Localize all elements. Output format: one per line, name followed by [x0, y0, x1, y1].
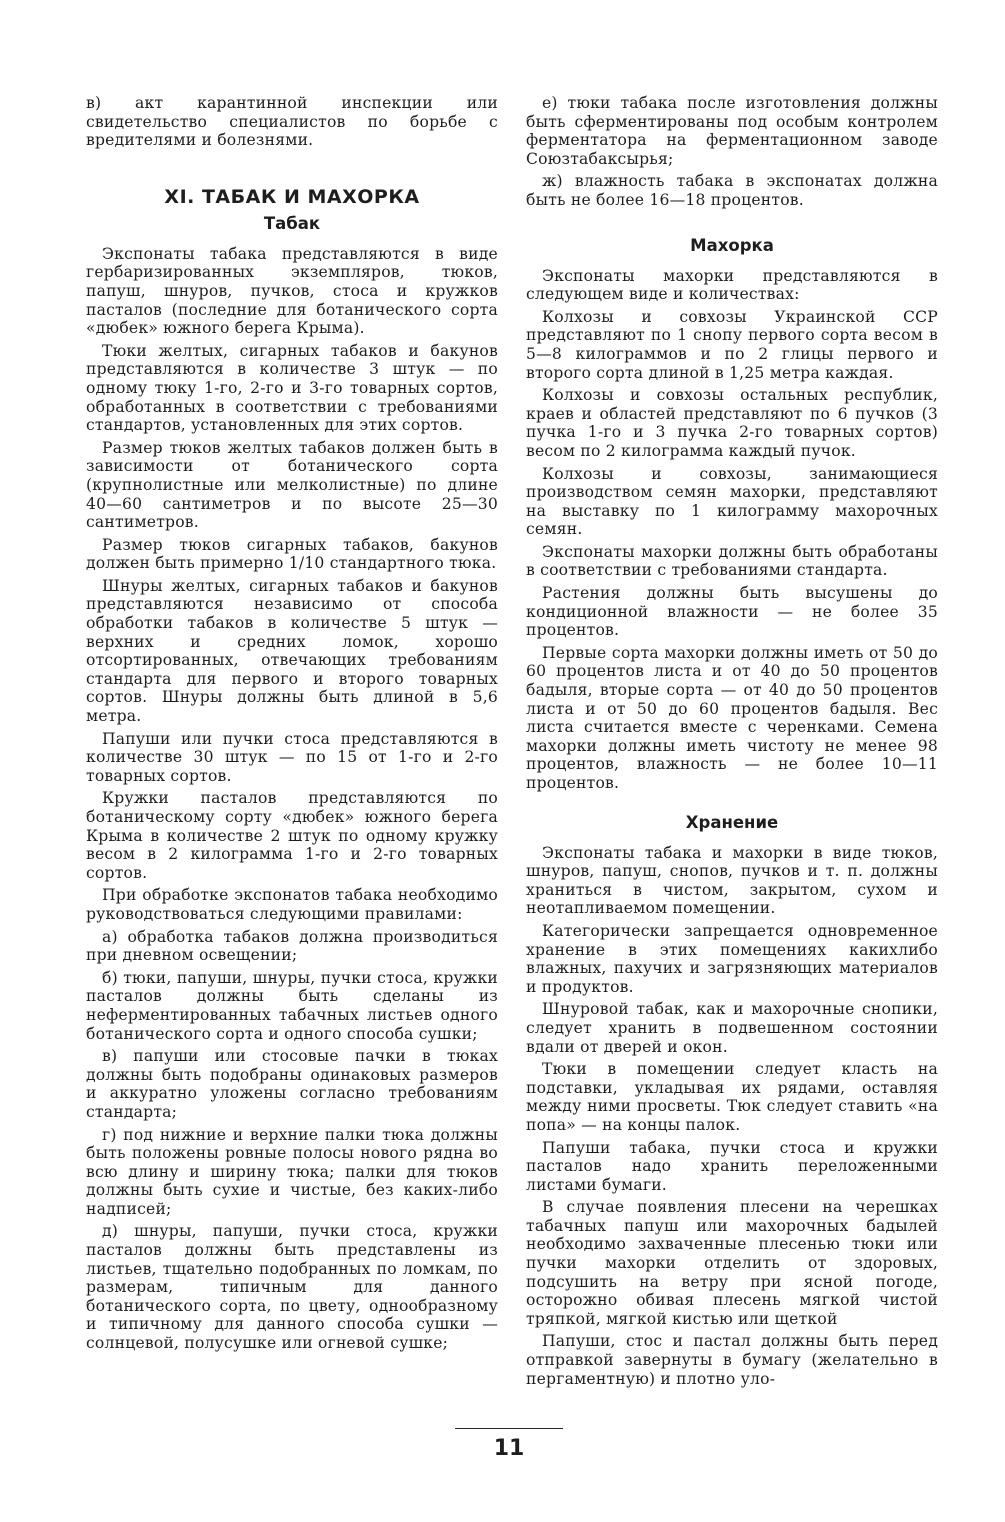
subsection-title-tobacco: Табак — [263, 213, 321, 233]
list-item: а) обработка табаков должна производиться при дневном освещении; — [86, 927, 498, 965]
paragraph: Тюки желтых, сигарных табаков и бакунов представляются в количестве 3 штук — по одному тюку 1-го, 2-го и 3-го товарных сортов, обработанных в соответствии с требованиями стандартов, установленных для этих сортов. — [86, 341, 498, 435]
right-column — [526, 94, 938, 1392]
paragraph-intro: в) акт карантинной инспекции или свидетельство специалистов по борьбе с вредителями и болезнями. — [86, 94, 498, 150]
list-item: е) тюки табака после изготовления должны быть сферментированы под особым контролем ферментатора на ферментационном заводе Союзтабаксырья; — [526, 94, 938, 168]
paragraph: Тюки в помещении следует класть на подставки, укладывая их рядами, оставляя между ними просветы. Тюк следует ставить «на попа» — на концы палок. — [526, 1060, 938, 1134]
paragraph: Экспонаты табака и махорки в виде тюков, шнуров, папуш, снопов, пучков и т. п. должны храниться в чистом, закрытом, сухом и неотапливаемом помещении. — [526, 843, 938, 918]
paragraph: Экспонаты махорки должны быть обработаны в соответствии с требованиями стандарта. — [526, 542, 938, 580]
paragraph: Растения должны быть высушены до кондиционной влажности — не более 35 процентов. — [526, 584, 938, 640]
section-title: XI. ТАБАК И МАХОРКА — [164, 185, 420, 208]
paragraph: В случае появления плесени на черешках табачных папуш или махорочных бадылей необходимо захваченные плесенью тюки или пучки махорки отделить от здоровых, подсушить на ветру при ясной погоде, осторожно обивая плесень мягкой чистой тряпкой, мягкой кистью или щеткой — [526, 1198, 938, 1328]
paragraph: Размер тюков желтых табаков должен быть в зависимости от ботанического сорта (крупнолистные или мелколистные) по длине 40—60 сантиметров и по высоте 25—30 сантиметров. — [86, 438, 498, 532]
list-item: д) шнуры, папуши, пучки стоса, кружки пасталов должны быть представлены из листьев, тщательно подобранных по ломкам, по размерам, типичным для данного ботанического сорта, по цвету, однообразному и типичному для данного способа сушки — солнцевой, полусушке или огневой сушке; — [86, 1222, 498, 1353]
list-item: г) под нижние и верхние палки тюка должны быть положены ровные полосы нового рядна во всю длину и ширину тюка; палки для тюков должны быть сухие и чистые, без каких-либо надписей; — [86, 1125, 498, 1218]
paragraph: Категорически запрещается одновременное хранение в этих помещениях какихлибо влажных, пахучих и загрязняющих материалов и продуктов. — [526, 921, 938, 996]
paragraph: Размер тюков сигарных табаков, бакунов должен быть примерно 1/10 стандартного тюка. — [86, 535, 498, 573]
paragraph: Папуши, стос и пастал должны быть перед отправкой завернуты в бумагу (желательно в пергаментную) и плотно уло- — [526, 1332, 938, 1388]
paragraph: Первые сорта махорки должны иметь от 50 до 60 процентов листа и от 40 до 50 процентов бадыля, вторые сорта — от 40 до 50 процентов листа и от 50 до 60 процентов бадыля. Вес листа считается вместе с черенками. Семена махорки должны иметь чистоту не менее 98 процентов, влажность — не более 10—11 процентов. — [526, 643, 938, 792]
subsection-title-storage: Хранение — [685, 812, 779, 832]
paragraph: Шнуровой табак, как и махорочные снопики, следует хранить в подвешенном состоянии вдали от дверей и окон. — [526, 1000, 938, 1056]
paragraph: Экспонаты махорки представляются в следующем виде и количествах: — [526, 266, 938, 304]
paragraph: Папуши или пучки стоса представляются в количестве 30 штук — по 15 от 1-го и 2-го товарных сортов. — [86, 729, 498, 785]
paragraph: При обработке экспонатов табака необходимо руководствоваться следующими правилами: — [86, 886, 498, 923]
paragraph: Колхозы и совхозы Украинской ССР представляют по 1 снопу первого сорта весом в 5—8 килограммов и по 2 глицы первого и второго сорта длиной в 1,25 метра каждая. — [526, 307, 938, 382]
left-column — [86, 94, 498, 1357]
paragraph: Экспонаты табака представляются в виде гербаризированных экземпляров, тюков, папуш, шнуров, пучков, стоса и кружков пасталов (последние для ботанического сорта «дюбек» южного берега Крыма). — [86, 244, 498, 338]
list-item: в) папуши или стосовые пачки в тюках должны быть подобраны одинаковых размеров и аккуратно уложены согласно требованиям стандарта; — [86, 1047, 498, 1121]
list-item: б) тюки, папуши, шнуры, пучки стоса, кружки пасталов должны быть сделаны из неферментированных табачных листьев одного ботанического сорта и одного способа сушки; — [86, 968, 498, 1043]
paragraph: Шнуры желтых, сигарных табаков и бакунов представляются независимо от способа обработки табаков в количестве 5 штук — верхних и средних ломок, хорошо отсортированных, отвечающих требованиям стандарта для первого и второго товарных сортов. Шнуры должны быть длиной в 5,6 метра. — [86, 576, 498, 726]
page-number: 11 — [493, 1436, 525, 1461]
subsection-title-makhorka: Махорка — [690, 235, 774, 255]
paragraph: Папуши табака, пучки стоса и кружки пасталов надо хранить переложенными листами бумаги. — [526, 1138, 938, 1194]
paragraph: Кружки пасталов представляются по ботаническому сорту «дюбек» южного берега Крыма в количестве 2 штук по одному кружку весом в 2 килограмма 1-го и 2-го товарных сортов. — [86, 789, 498, 882]
paragraph: Колхозы и совхозы, занимающиеся производством семян махорки, представляют на выставку по 1 килограмму махорочных семян. — [526, 464, 938, 539]
list-item: ж) влажность табака в экспонатах должна быть не более 16—18 процентов. — [526, 172, 938, 209]
paragraph: Колхозы и совхозы остальных республик, краев и областей представляют по 6 пучков (3 пучка 1-го и 3 пучка 2-го товарных сортов) весом по 2 килограмма каждый пучок. — [526, 386, 938, 460]
footer-divider — [455, 1428, 563, 1429]
